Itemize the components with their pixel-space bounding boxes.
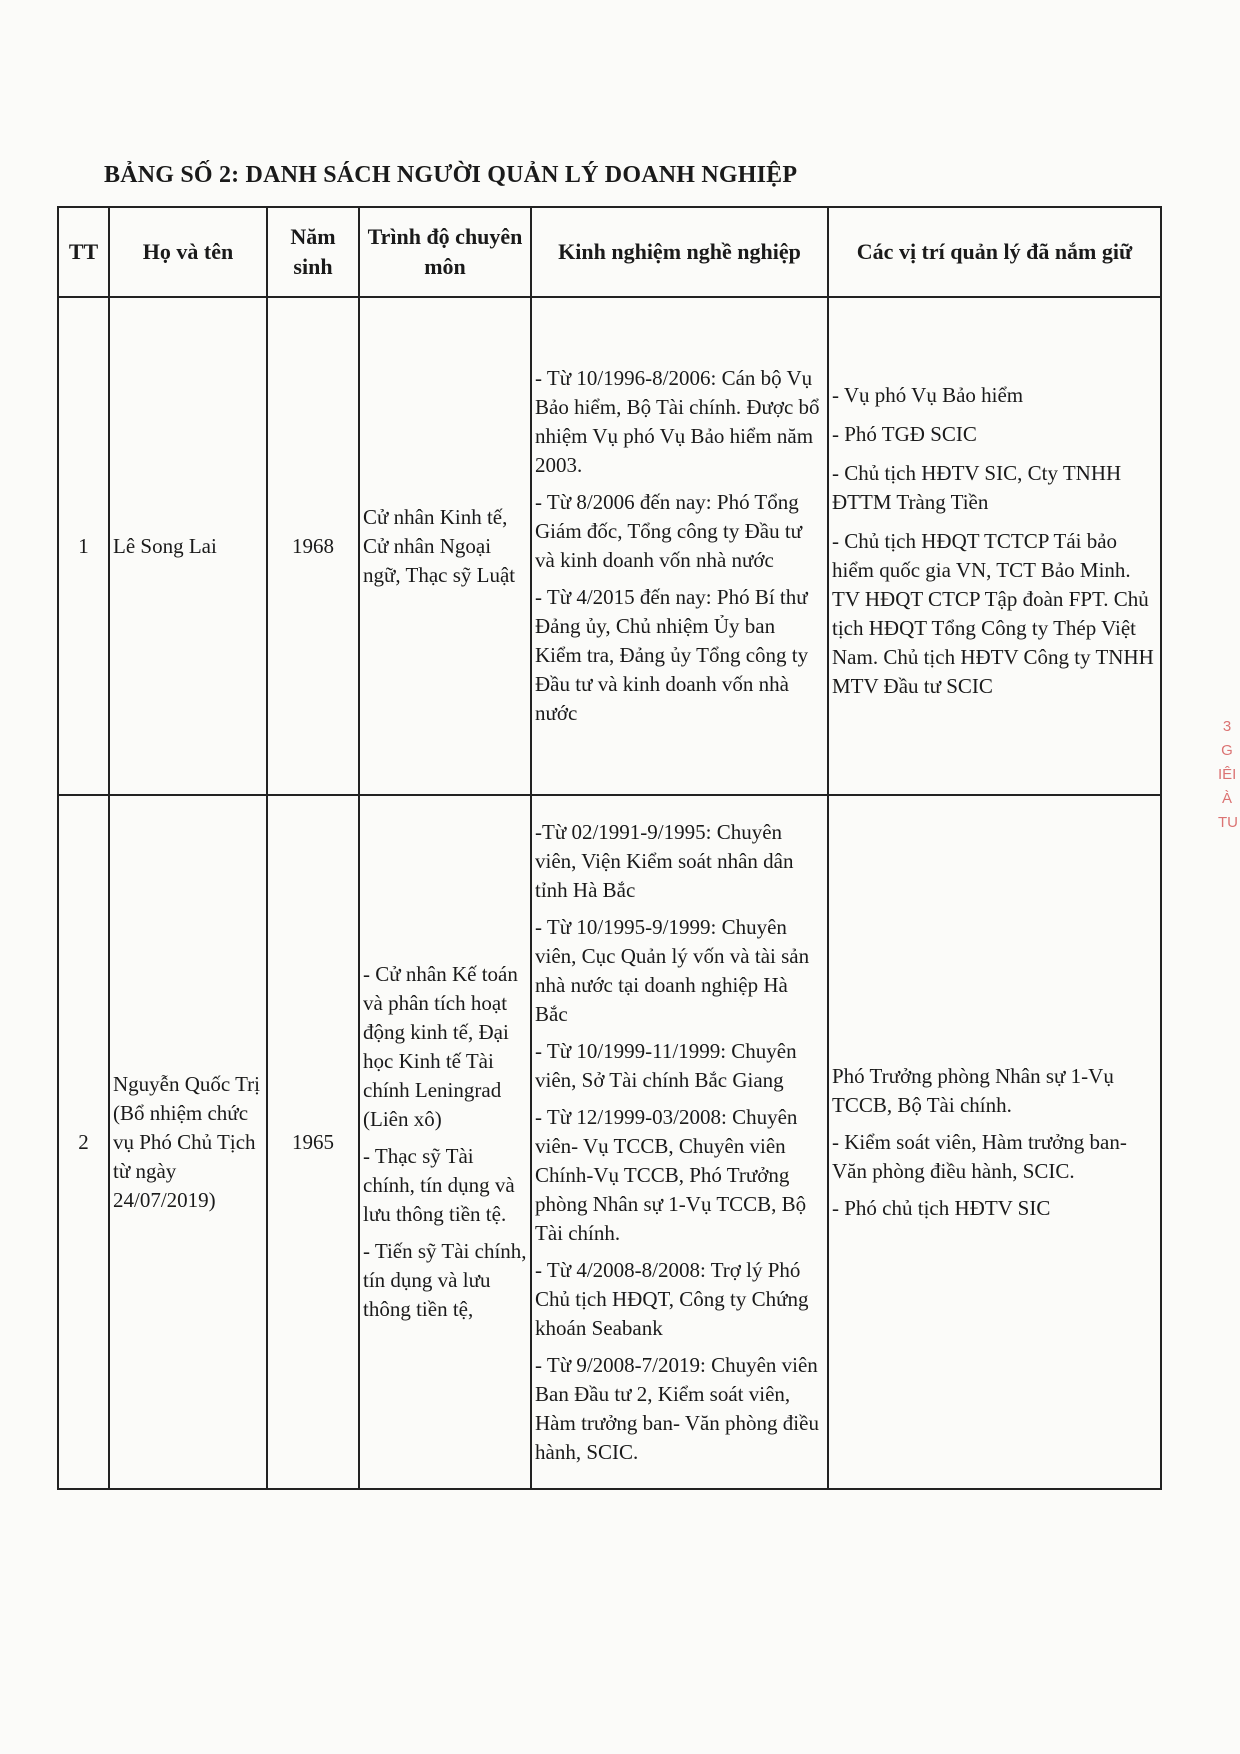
position-item: - Kiểm soát viên, Hàm trưởng ban- Văn phòng điều hành, SCIC.: [832, 1129, 1127, 1183]
cell-experience: [531, 297, 828, 795]
header-positions: Các vị trí quản lý đã nắm giữ: [828, 207, 1161, 297]
cell-experience: [531, 795, 828, 1489]
qualification-item: Cử nhân Kinh tế, Cử nhân Ngoại ngữ, Thạc sỹ Luật: [363, 504, 516, 587]
experience-item: - Từ 4/2015 đến nay: Phó Bí thư Đảng ủy, Chủ nhiệm Ủy ban Kiểm tra, Đảng ủy Tổng công ty Đầu tư và kinh doanh vốn nhà nước: [535, 585, 809, 725]
position-item: - Vụ phó Vụ Bảo hiểm: [832, 383, 1024, 407]
stamp-text: G: [1221, 742, 1233, 759]
stamp-text: 3: [1222, 718, 1232, 735]
cell-year: 1965: [267, 795, 359, 1489]
experience-item: - Từ 10/1996-8/2006: Cán bộ Vụ Bảo hiểm, Bộ Tài chính. Được bổ nhiệm Vụ phó Vụ Bảo hiểm năm 2003.: [535, 366, 820, 477]
header-experience: Kinh nghiệm nghề nghiệp: [531, 207, 828, 297]
experience-item: - Từ 10/1999-11/1999: Chuyên viên, Sở Tài chính Bắc Giang: [535, 1038, 797, 1092]
header-year: Năm sinh: [267, 207, 359, 297]
cell-tt: 1: [58, 297, 109, 795]
position-item: - Chủ tịch HĐTV SIC, Cty TNHH ĐTTM Tràng Tiền: [832, 461, 1122, 514]
cell-tt: 2: [58, 795, 109, 1489]
qualification-item: - Tiến sỹ Tài chính, tín dụng và lưu thông tiền tệ,: [363, 1239, 527, 1321]
cell-name: Lê Song Lai: [109, 297, 267, 795]
position-item: - Phó chủ tịch HĐTV SIC: [832, 1195, 1051, 1220]
position-item: - Chủ tịch HĐQT TCTCP Tái bảo hiểm quốc gia VN, TCT Bảo Minh. TV HĐQT CTCP Tập đoàn FPT. Chủ tịch HĐQT Tổng Công ty Thép Việt Nam. Chủ tịch HĐTV Công ty TNHH MTV Đầu tư SCIC: [832, 529, 1154, 698]
header-tt: TT: [58, 207, 109, 297]
table-title: BẢNG SỐ 2: DANH SÁCH NGƯỜI QUẢN LÝ DOANH NGHIỆP: [104, 162, 798, 188]
table-row: [58, 297, 1161, 795]
cell-name: Nguyễn Quốc Trị (Bổ nhiệm chức vụ Phó Chủ Tịch từ ngày 24/07/2019): [109, 795, 267, 1489]
cell-qualification: [359, 795, 531, 1489]
table-row: [58, 795, 1161, 1489]
experience-item: - Từ 4/2008-8/2008: Trợ lý Phó Chủ tịch HĐQT, Công ty Chứng khoán Seabank: [535, 1257, 809, 1340]
stamp-text: À: [1221, 790, 1232, 807]
experience-item: - Từ 9/2008-7/2019: Chuyên viên Ban Đầu tư 2, Kiểm soát viên, Hàm trưởng ban- Văn phòng điều hành, SCIC.: [535, 1352, 819, 1464]
stamp-text: IÊI: [1218, 766, 1237, 783]
stamp-text: TU: [1218, 814, 1238, 831]
qualification-item: - Cử nhân Kế toán và phân tích hoạt động kinh tế, Đại học Kinh tế Tài chính Leningrad (Liên xô): [363, 962, 518, 1131]
experience-item: -Từ 02/1991-9/1995: Chuyên viên, Viện Kiểm soát nhân dân tỉnh Hà Bắc: [535, 819, 794, 902]
qualification-item: - Thạc sỹ Tài chính, tín dụng và lưu thông tiền tệ.: [363, 1144, 515, 1226]
experience-item: - Từ 10/1995-9/1999: Chuyên viên, Cục Quản lý vốn và tài sản nhà nước tại doanh nghiệp Hà Bắc: [535, 914, 810, 1026]
experience-item: - Từ 8/2006 đến nay: Phó Tổng Giám đốc, Tổng công ty Đầu tư và kinh doanh vốn nhà nước: [535, 490, 803, 572]
header-name: Họ và tên: [109, 207, 267, 297]
cell-positions: [828, 297, 1161, 795]
position-item: Phó Trưởng phòng Nhân sự 1-Vụ TCCB, Bộ Tài chính.: [832, 1063, 1114, 1117]
header-qualification: Trình độ chuyên môn: [359, 207, 531, 297]
position-item: - Phó TGĐ SCIC: [832, 422, 977, 446]
experience-item: - Từ 12/1999-03/2008: Chuyên viên- Vụ TCCB, Chuyên viên Chính-Vụ TCCB, Phó Trưởng phòng Nhân sự 1-Vụ TCCB, Bộ Tài chính.: [535, 1104, 807, 1245]
stamp-fragment: [1218, 715, 1236, 835]
cell-year: 1968: [267, 297, 359, 795]
manager-table: [57, 206, 1162, 1490]
cell-positions: [828, 795, 1161, 1489]
cell-qualification: [359, 297, 531, 795]
table-header-row: [58, 207, 1161, 297]
